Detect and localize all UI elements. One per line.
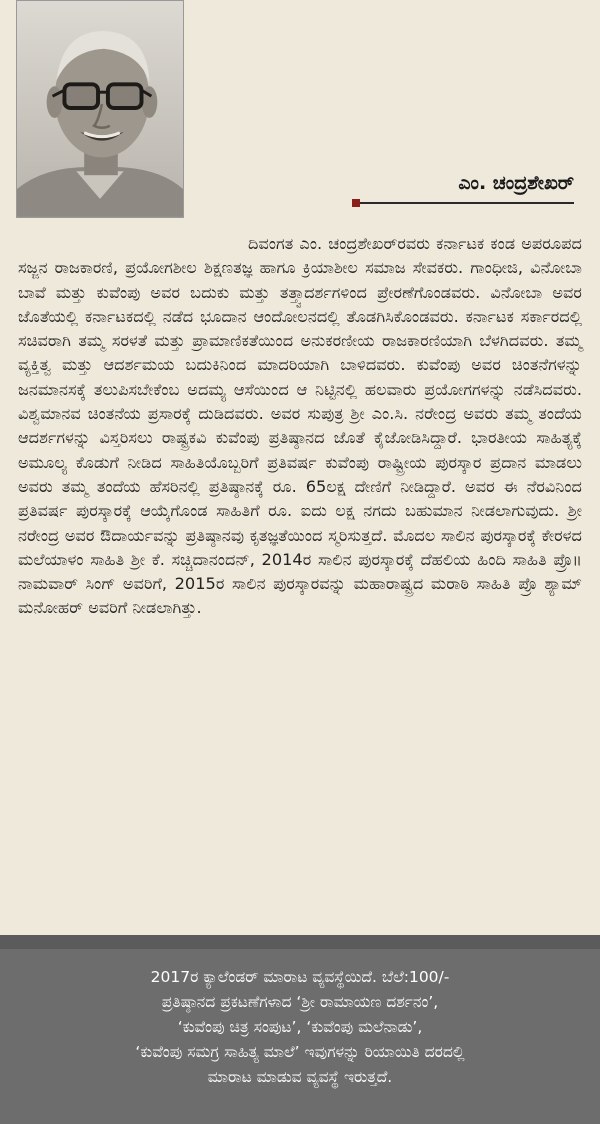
- footer-line: ‘ಕುವೆಂಪು ಸಮಗ್ರ ಸಾಹಿತ್ಯ ಮಾಲೆ’ ಇವುಗಳನ್ನು ರಿಯಾಯಿತಿ ದರದಲ್ಲಿ: [135, 1043, 465, 1061]
- author-name-block: [354, 172, 574, 202]
- name-underline: [354, 202, 574, 204]
- footer-line: ಪ್ರತಿಷ್ಠಾನದ ಪ್ರಕಟಣೆಗಳಾದ ‘ಶ್ರೀ ರಾಮಾಯಣ ದರ್ಶನಂ’,: [161, 993, 439, 1011]
- author-photo: [16, 0, 184, 218]
- biography-text: [18, 232, 582, 621]
- footer-line: ಮಾರಾಟ ಮಾಡುವ ವ್ಯವಸ್ಥೆ ಇರುತ್ತದೆ.: [207, 1068, 393, 1086]
- biography-paragraph: ದಿವಂಗತ ಎಂ. ಚಂದ್ರಶೇಖರ್‌ರವರು ಕರ್ನಾಟಕ ಕಂಡ ಅಪರೂಪದ ಸಜ್ಜನ ರಾಜಕಾರಣಿ, ಪ್ರಯೋಗಶೀಲ ಶಿಕ್ಷಣತಜ್ಞ ಹಾಗೂ ಕ್ರಿಯಾಶೀಲ ಸಮಾಜ ಸೇವಕರು. ಗಾಂಧೀಜಿ, ವಿನೋಬಾ ಬಾವೆ ಮತ್ತು ಕುವೆಂಪು ಅವರ ಬದುಕು ಮತ್ತು ತತ್ತ್ವಾದರ್ಶಗಳಿಂದ ಪ್ರೇರಣೆಗೊಂಡವರು. ವಿನೋಬಾ ಅವರ ಜೊತೆಯಲ್ಲಿ ಕರ್ನಾಟಕದಲ್ಲಿ ನಡೆದ ಭೂದಾನ ಆಂದೋಲನದಲ್ಲಿ ತೊಡಗಿಸಿಕೊಂಡವರು. ಕರ್ನಾಟಕ ಸರ್ಕಾರದಲ್ಲಿ ಸಚಿವರಾಗಿ ತಮ್ಮ ಸರಳತೆ ಮತ್ತು ಪ್ರಾಮಾಣಿಕತೆಯಿಂದ ಅನುಕರಣೀಯ ರಾಜಕಾರಣಿಯಾಗಿ ಬೆಳಗಿದವರು. ತಮ್ಮ ವ್ಯಕ್ತಿತ್ವ ಮತ್ತು ಆದರ್ಶಮಯ ಬದುಕಿನಿಂದ ಮಾದರಿಯಾಗಿ ಬಾಳಿದವರು. ಕುವೆಂಪು ಅವರ ಚಿಂತನೆಗಳನ್ನು ಜನಮಾನಸಕ್ಕೆ ತಲುಪಿಸಬೇಕೆಂಬ ಅದಮ್ಯ ಆಸೆಯಿಂದ ಆ ನಿಟ್ಟಿನಲ್ಲಿ ಹಲವಾರು ಪ್ರಯೋಗಗಳನ್ನು ನಡೆಸಿದವರು. ವಿಶ್ವಮಾನವ ಚಿಂತನೆಯ ಪ್ರಸಾರಕ್ಕೆ ದುಡಿದವರು. ಅವರ ಸುಪುತ್ರ ಶ್ರೀ ಎಂ.ಸಿ. ನರೇಂದ್ರ ಅವರು ತಮ್ಮ ತಂದೆಯ ಆದರ್ಶಗಳನ್ನು ವಿಸ್ತರಿಸಲು ರಾಷ್ಟ್ರಕವಿ ಕುವೆಂಪು ಪ್ರತಿಷ್ಠಾನದ ಜೊತೆ ಕೈಜೋಡಿಸಿದ್ದಾರೆ. ಭಾರತೀಯ ಸಾಹಿತ್ಯಕ್ಕೆ ಅಮೂಲ್ಯ ಕೊಡುಗೆ ನೀಡಿದ ಸಾಹಿತಿಯೊಬ್ಬರಿಗೆ ಪ್ರತಿವರ್ಷ ಕುವೆಂಪು ರಾಷ್ಟ್ರೀಯ ಪುರಸ್ಕಾರ ಪ್ರದಾನ ಮಾಡಲು ಅವರು ತಮ್ಮ ತಂದೆಯ ಹೆಸರಿನಲ್ಲಿ ಪ್ರತಿಷ್ಠಾನಕ್ಕೆ ರೂ. 65ಲಕ್ಷ ದೇಣಿಗೆ ನೀಡಿದ್ದಾರೆ. ಅವರ ಈ ನೆರವಿನಿಂದ ಪ್ರತಿವರ್ಷ ಪುರಸ್ಕಾರಕ್ಕೆ ಆಯ್ಕೆಗೊಂಡ ಸಾಹಿತಿಗೆ ರೂ. ಐದು ಲಕ್ಷ ನಗದು ಬಹುಮಾನ ನೀಡಲಾಗುವುದು. ಶ್ರೀ ನರೇಂದ್ರ ಅವರ ಔದಾರ್ಯವನ್ನು ಪ್ರತಿಷ್ಠಾನವು ಕೃತಜ್ಞತೆಯಿಂದ ಸ್ಮರಿಸುತ್ತದೆ. ಮೊದಲ ಸಾಲಿನ ಪುರಸ್ಕಾರಕ್ಕೆ ಕೇರಳದ ಮಲೆಯಾಳಂ ಸಾಹಿತಿ ಶ್ರೀ ಕೆ. ಸಚ್ಚಿದಾನಂದನ್, 2014ರ ಸಾಲಿನ ಪುರಸ್ಕಾರಕ್ಕೆ ದೆಹಲಿಯ ಹಿಂದಿ ಸಾಹಿತಿ ಪ್ರೊ॥ ನಾಮವಾರ್ ಸಿಂಗ್ ಅವರಿಗೆ, 2015ರ ಸಾಲಿನ ಪುರಸ್ಕಾರವನ್ನು ಮಹಾರಾಷ್ಟ್ರದ ಮರಾಠಿ ಸಾಹಿತಿ ಪ್ರೊ ಶ್ಯಾಮ್ ಮನೋಹರ್ ಅವರಿಗೆ ನೀಡಲಾಗಿತ್ತು.: [18, 234, 582, 618]
- author-portrait-illustration: [17, 1, 183, 217]
- footer-band: [0, 935, 600, 1124]
- footer-top-strip: [0, 935, 600, 949]
- author-name: ಎಂ. ಚಂದ್ರಶೇಖರ್: [458, 172, 574, 194]
- name-accent-square: [352, 199, 360, 207]
- footer-line: 2017ರ ಕ್ಯಾಲೆಂಡರ್ ಮಾರಾಟ ವ್ಯವಸ್ಥೆಯಿದೆ. ಬೆಲೆ:100/-: [150, 968, 450, 986]
- footer-notice: [24, 965, 576, 1090]
- footer-line: ‘ಕುವೆಂಪು ಚಿತ್ರ ಸಂಪುಟ’, ‘ಕುವೆಂಪು ಮಲೆನಾಡು’,: [177, 1018, 423, 1036]
